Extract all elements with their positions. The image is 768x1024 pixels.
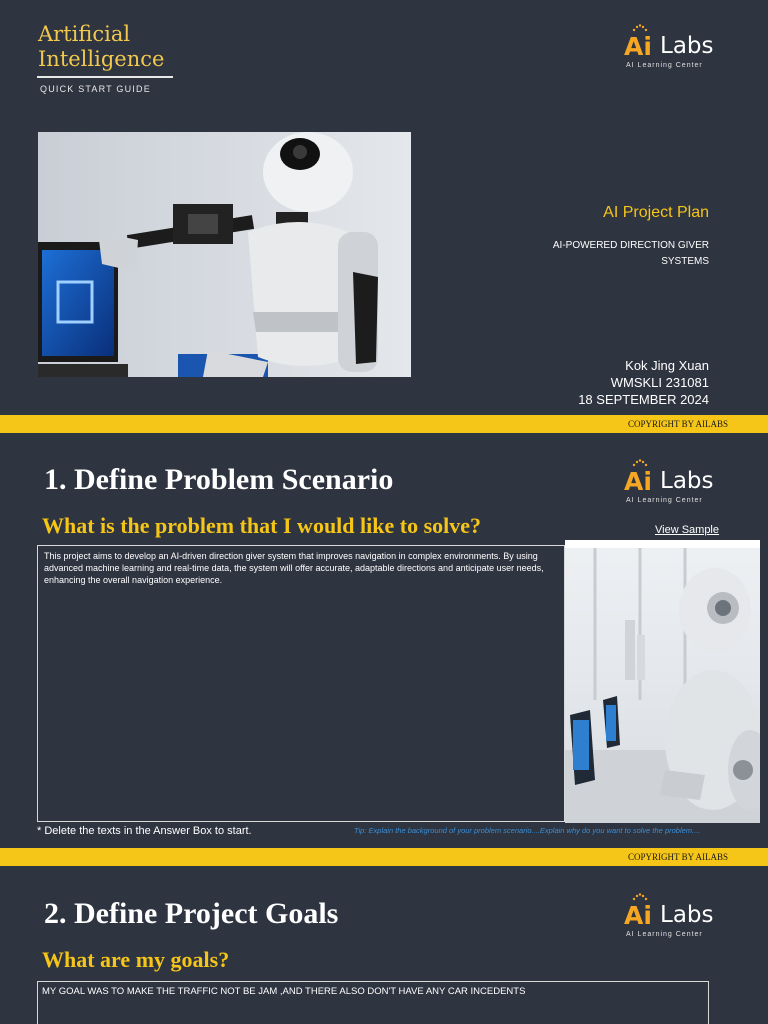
circuit-dots-icon [632,893,648,901]
section-title: 2. Define Project Goals [44,897,339,930]
circuit-dots-icon [632,459,648,467]
circuit-dots-icon [632,24,648,32]
logo-name: Labs [660,902,714,928]
logo-tagline: AI Learning Center [626,62,703,69]
logo-tagline: AI Learning Center [626,931,703,938]
answer-box[interactable]: This project aims to develop an AI-driven direction giver system that improves navigation in complex environments. By using advanced machine learning and real-time data, the system will offer accurate, adaptable directions and anticipate user needs, enhancing the overall navigation experience. [37,545,565,822]
robots-at-desk-image [565,540,760,823]
logo-tagline: AI Learning Center [626,497,703,504]
logo-name: Labs [660,468,714,494]
logo-mark: Ai [624,32,652,61]
author-name: Kok Jing Xuan [625,358,709,373]
answer-box-note: * Delete the texts in the Answer Box to start. [37,825,252,837]
robot-laptop-image [38,132,411,377]
plan-subtitle-line1: AI-POWERED DIRECTION GIVER [552,240,709,251]
guide-title [38,22,164,72]
view-sample-link[interactable]: View Sample [655,524,719,536]
section-title: 1. Define Problem Scenario [44,463,394,496]
ailabs-logo [624,459,720,509]
copyright-bar [0,415,768,433]
section-question: What is the problem that I would like to solve? [42,513,482,538]
author-block [578,357,709,408]
ailabs-logo [624,893,720,943]
plan-title: AI Project Plan [603,204,709,221]
guide-subtitle: QUICK START GUIDE [40,84,151,94]
project-goals-slide [0,867,768,1024]
guide-title-line2: Intelligence [38,47,165,71]
problem-scenario-slide [0,433,768,867]
title-slide [0,0,768,433]
answer-tip: Tip: Explain the background of your problem scenario....Explain why do you want to solve the problem.... [354,826,701,835]
guide-title-line1: Artificial [38,22,131,46]
section-question: What are my goals? [42,947,230,972]
logo-name: Labs [660,33,714,59]
copyright-text: COPYRIGHT BY AILABS [627,419,728,429]
plan-subtitle [509,238,709,270]
plan-subtitle-line2: SYSTEMS [661,256,709,267]
answer-box[interactable]: MY GOAL WAS TO MAKE THE TRAFFIC NOT BE JAM ,AND THERE ALSO DON'T HAVE ANY CAR INCEDENTS [37,981,709,1024]
guide-title-rule [37,76,173,78]
presentation-date: 18 SEPTEMBER 2024 [578,392,709,407]
copyright-text: COPYRIGHT BY AILABS [627,852,728,862]
logo-mark: Ai [624,467,652,496]
author-id: WMSKLI 231081 [610,375,709,390]
copyright-bar [0,848,768,866]
logo-mark: Ai [624,901,652,930]
ailabs-logo [624,24,720,74]
